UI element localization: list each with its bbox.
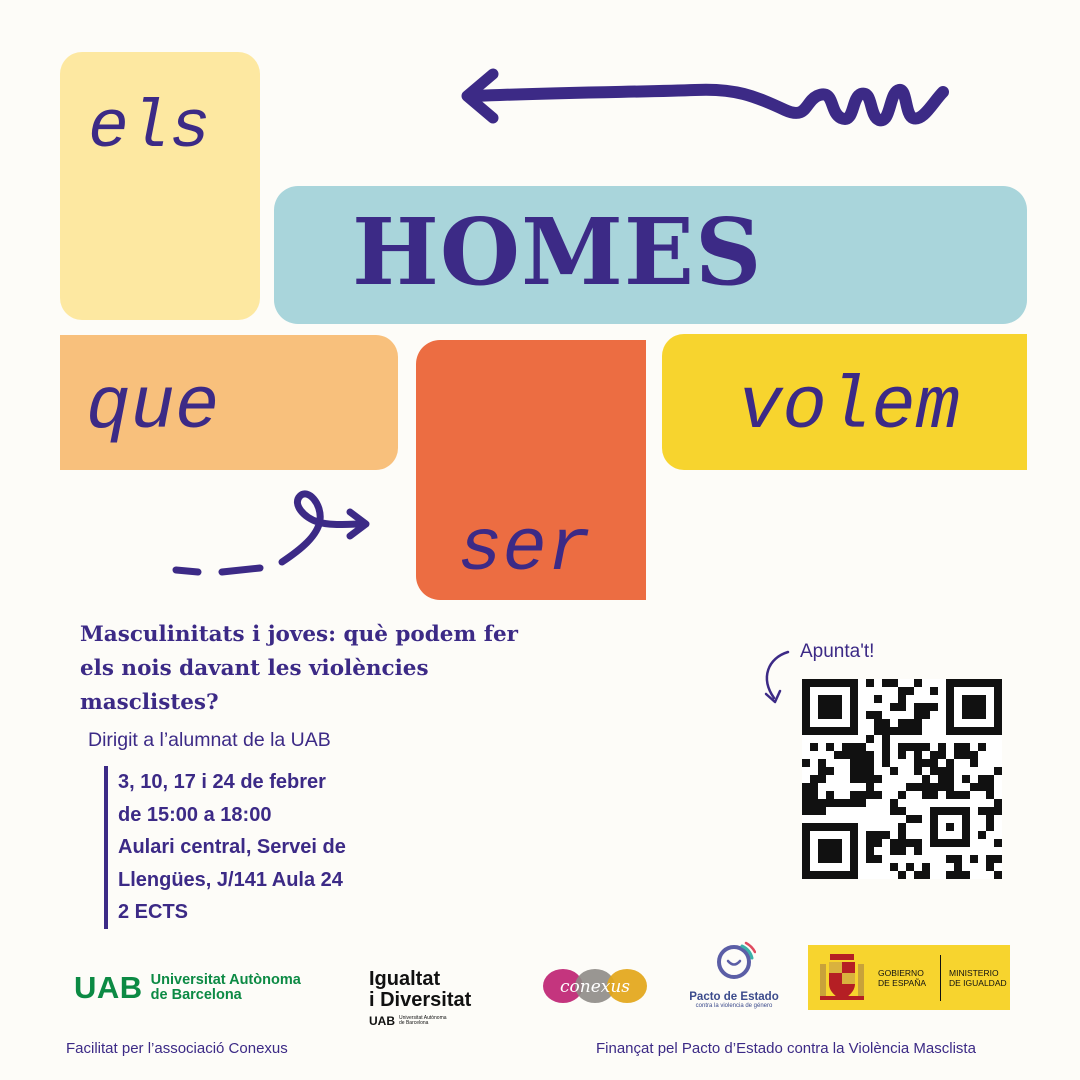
qr-code-icon[interactable] [802, 679, 1002, 879]
igualtat-logo [369, 969, 471, 1028]
signup-label: Apunta't! [800, 641, 875, 662]
uab-logo-name [151, 973, 301, 1003]
ministerio-line-1: MINISTERIO [949, 967, 999, 978]
gobierno-de-espana-logo [808, 945, 1010, 1010]
event-title: Masculinitats i joves: què podem fer els nois davant les violències masclistes? [80, 622, 518, 715]
curved-arrow-icon [758, 648, 798, 708]
event-details [104, 766, 346, 929]
squiggle-arrow-icon [455, 60, 955, 150]
igualtat-title-2: i Diversitat [369, 989, 472, 1011]
event-credits: 2 ECTS [118, 901, 189, 923]
event-location-line-2: Llengües, J/141 Aula 24 [118, 868, 343, 891]
headline-word-que: que [86, 366, 220, 450]
igualtat-title-1: Igualtat [369, 968, 441, 990]
igualtat-uab-mark: UAB [369, 1014, 395, 1028]
headline-word-volem: volem [738, 366, 961, 450]
pacto-de-estado-logo [684, 940, 784, 1009]
gobierno-line-1: GOBIERNO [878, 967, 924, 978]
event-audience: Dirigit a l’alumnat de la UAB [88, 729, 331, 751]
footer-financat: Finançat pel Pacto d’Estado contra la Violència Masclista [596, 1040, 976, 1057]
gobierno-divider [940, 955, 941, 1001]
headline-word-els: els [88, 90, 211, 167]
gobierno-text [878, 968, 936, 988]
headline-word-homes: HOMES [352, 198, 763, 306]
event-time: de 15:00 a 18:00 [118, 803, 272, 826]
dashed-loop-arrow-icon [170, 480, 380, 580]
pacto-name: Pacto de Estado [689, 991, 779, 1003]
coat-of-arms-icon [818, 950, 866, 1005]
uab-logo [74, 970, 301, 1006]
ministerio-line-2: DE IGUALDAD [949, 977, 1007, 988]
uab-logo-line-1: Universitat Autònoma [150, 972, 301, 988]
gobierno-line-2: DE ESPAÑA [878, 977, 927, 988]
uab-logo-mark: UAB [74, 970, 143, 1005]
event-dates: 3, 10, 17 i 24 de febrer [118, 771, 326, 793]
event-location-line-1: Aulari central, Servei de [118, 836, 346, 858]
conexus-logo-text: conexus [559, 977, 631, 997]
ministerio-text [949, 968, 1007, 988]
igualtat-uab-line-1: Universitat Autònoma [399, 1014, 447, 1021]
pacto-subtitle: contra la violencia de género [695, 1003, 773, 1009]
igualtat-uab [369, 1014, 471, 1028]
headline-word-ser: ser [458, 508, 592, 592]
conexus-logo [543, 968, 647, 1004]
pacto-smile-icon [712, 940, 756, 984]
igualtat-uab-line-2: de Barcelona [399, 1020, 429, 1026]
igualtat-uab-name [399, 1016, 447, 1027]
uab-logo-line-2: de Barcelona [150, 987, 242, 1003]
footer-facilitat: Facilitat per l’associació Conexus [66, 1040, 288, 1057]
